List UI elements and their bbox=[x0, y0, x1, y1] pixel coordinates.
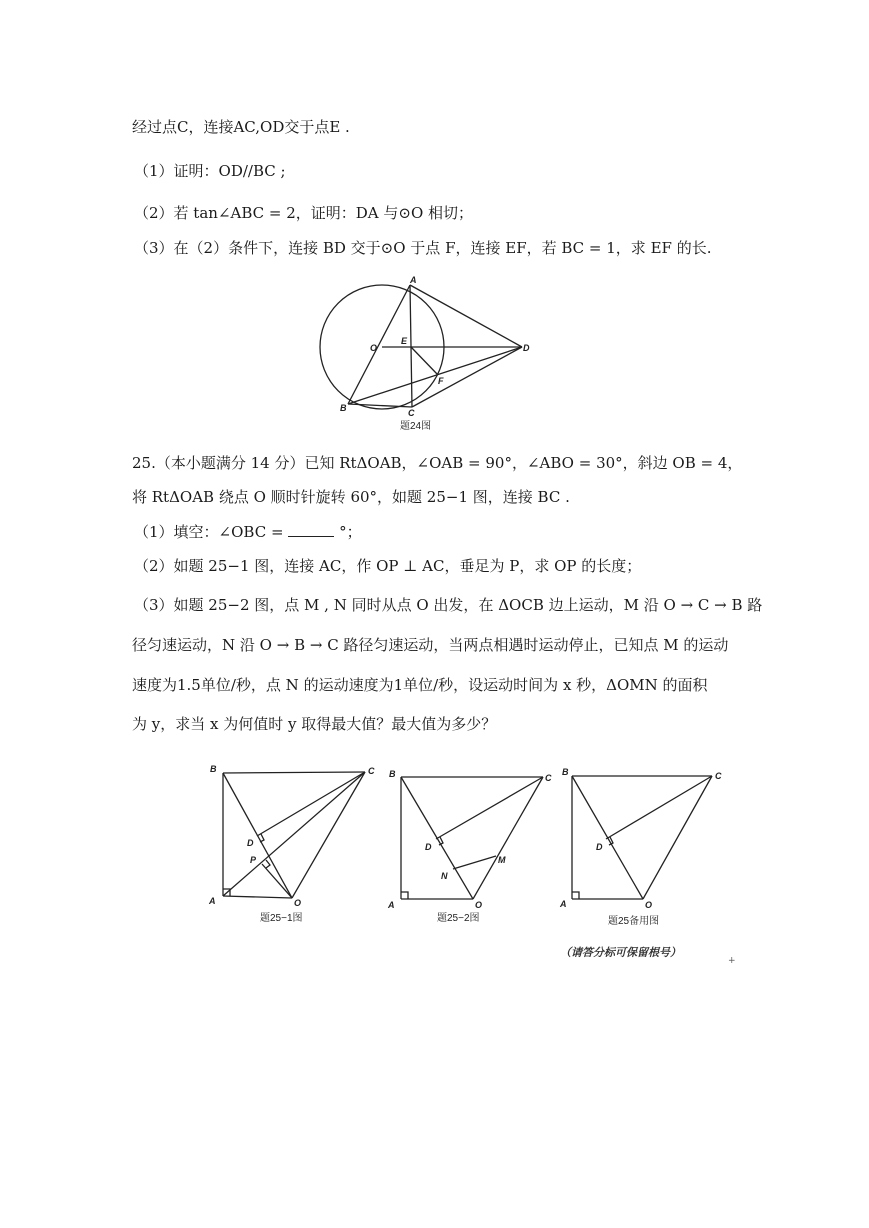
q25-figure-spare bbox=[560, 763, 735, 933]
fig2-segment-nm bbox=[453, 856, 496, 869]
fig3-caption: 题25备用图 bbox=[608, 916, 660, 927]
fig1-label-p: P bbox=[250, 855, 257, 865]
fig3-label-b: B bbox=[562, 767, 569, 777]
fig3-segment-oc bbox=[643, 776, 712, 899]
fig3-label-c: C bbox=[715, 771, 722, 781]
fig24-label-f: F bbox=[438, 376, 444, 386]
fig2-caption: 题25−2图 bbox=[437, 913, 480, 924]
fig3-label-a: A bbox=[560, 899, 567, 909]
q25-line2: 将 RtΔOAB 绕点 O 顺时针旋转 60°，如题 25−1 图，连接 BC . bbox=[132, 488, 570, 506]
fig1-segment-oc bbox=[292, 772, 365, 898]
q25-figure-2 bbox=[385, 765, 560, 930]
q24-part1: （1）证明：OD//BC ; bbox=[134, 162, 286, 180]
fig1-segment-ac bbox=[223, 772, 365, 896]
fig2-label-n: N bbox=[441, 871, 448, 881]
fig1-label-a: A bbox=[209, 896, 216, 906]
q25-part2: （2）如题 25−1 图，连接 AC，作 OP ⊥ AC，垂足为 P，求 OP 的长度； bbox=[134, 557, 642, 575]
segment-ac bbox=[410, 285, 412, 407]
fig2-label-o: O bbox=[475, 900, 483, 910]
q25-part3-line2: 径匀速运动，N 沿 O → B → C 路径匀速运动，当两点相遇时运动停止，已知点 M 的运动 bbox=[132, 636, 729, 654]
q25-part1-suffix: °； bbox=[339, 523, 362, 541]
fig3-segment-cd bbox=[606, 776, 712, 839]
fig24-label-a: A bbox=[410, 275, 417, 285]
answer-blank[interactable] bbox=[288, 522, 334, 537]
q24-figure bbox=[310, 275, 550, 435]
fig24-label-d: D bbox=[523, 343, 530, 353]
q25-part3-line1: （3）如题 25−2 图，点 M , N 同时从点 O 出发，在 ΔOCB 边上运动，M 沿 O → C → B 路 bbox=[134, 596, 763, 614]
fig2-label-m: M bbox=[498, 855, 506, 865]
fig2-segment-cd bbox=[436, 777, 543, 839]
fig1-caption: 题25−1图 bbox=[260, 913, 303, 924]
q24-part2: （2）若 tan∠ABC = 2，证明：DA 与⊙O 相切； bbox=[134, 204, 474, 222]
fig1-segment-op bbox=[262, 864, 292, 898]
segment-bd bbox=[348, 347, 522, 404]
fig1-label-o: O bbox=[294, 898, 302, 908]
fig24-label-o: O bbox=[370, 343, 378, 353]
fig24-caption: 题24图 bbox=[400, 421, 432, 432]
q25-part1-prefix: （1）填空：∠OBC = bbox=[134, 523, 284, 541]
page-mark: + bbox=[728, 956, 736, 966]
q24-part3: （3）在（2）条件下，连接 BD 交于⊙O 于点 F，连接 EF，若 BC = 1，求 EF 的长. bbox=[134, 239, 712, 257]
fig2-right-angle-d bbox=[439, 837, 443, 845]
fig1-segment-bc bbox=[223, 772, 365, 773]
fig3-label-d: D bbox=[596, 842, 603, 852]
fig24-label-b: B bbox=[340, 403, 347, 413]
fig2-label-b: B bbox=[389, 769, 396, 779]
fig2-label-a: A bbox=[388, 900, 395, 910]
fig3-label-o: O bbox=[645, 900, 653, 910]
fig24-label-c: C bbox=[408, 408, 415, 418]
fig24-label-e: E bbox=[401, 336, 408, 346]
q24-intro: 经过点C，连接AC,OD交于点E . bbox=[132, 118, 350, 136]
q25-line1: 25.（本小题满分 14 分）已知 RtΔOAB，∠OAB = 90°，∠ABO = 30°，斜边 OB = 4， bbox=[132, 454, 743, 472]
q25-figure-1 bbox=[200, 760, 385, 930]
fig1-segment-cd bbox=[257, 772, 365, 836]
fig1-right-angle-p bbox=[266, 860, 270, 868]
q25-part3-line4: 为 y，求当 x 为何值时 y 取得最大值？最大值为多少？ bbox=[132, 715, 497, 733]
fig1-label-d: D bbox=[247, 838, 254, 848]
fig1-label-c: C bbox=[368, 766, 375, 776]
fig2-label-d: D bbox=[425, 842, 432, 852]
segment-ef bbox=[411, 347, 438, 375]
fig1-label-b: B bbox=[210, 764, 217, 774]
fig1-segment-ao bbox=[223, 896, 292, 898]
segment-ad bbox=[410, 285, 522, 347]
answer-note: （请答分标可保留根号） bbox=[560, 946, 681, 959]
q25-part3-line3: 速度为1.5单位/秒，点 N 的运动速度为1单位/秒，设运动时间为 x 秒，ΔOMN 的面积 bbox=[132, 676, 708, 694]
fig2-segment-oc bbox=[473, 777, 543, 899]
q25-part1 bbox=[134, 522, 362, 542]
fig2-right-angle-a bbox=[401, 892, 408, 899]
fig3-right-angle-a bbox=[572, 892, 579, 899]
fig2-label-c: C bbox=[545, 773, 552, 783]
